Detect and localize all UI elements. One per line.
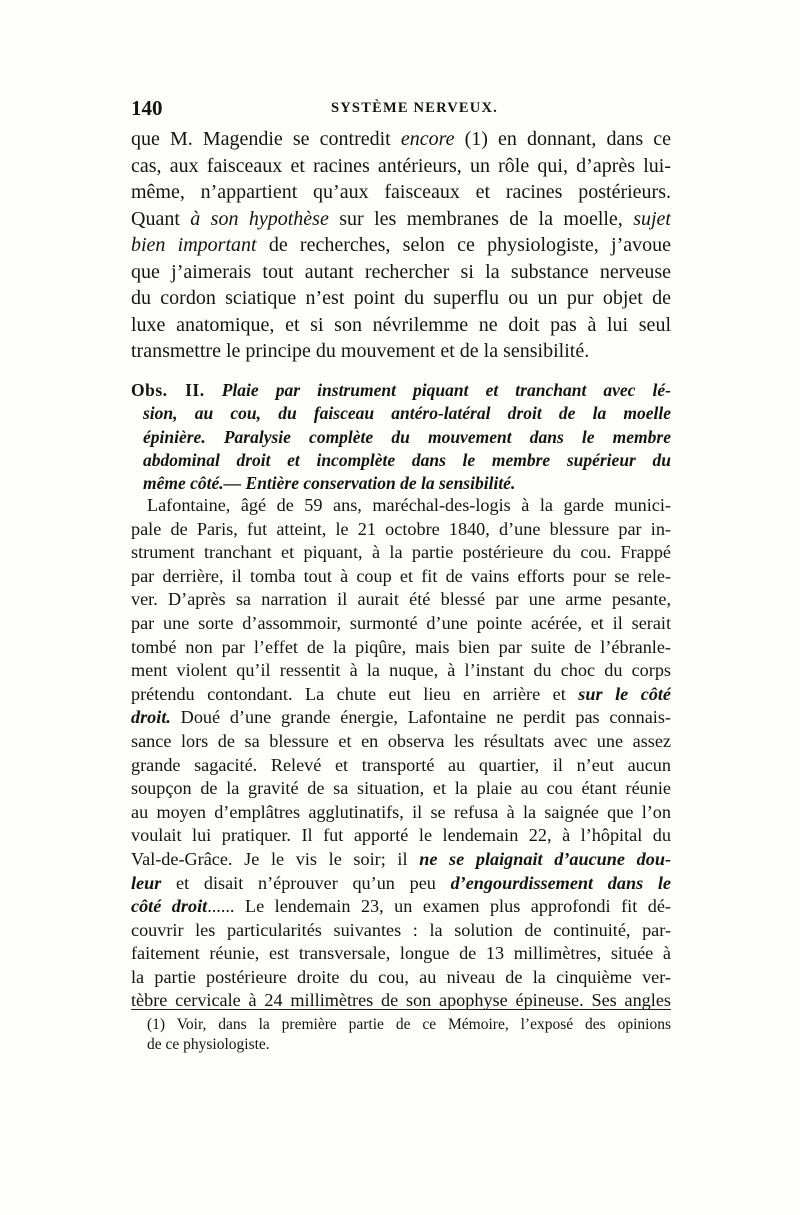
observation-title-line: même côté.— Entière conservation de la sensibilité. xyxy=(143,473,516,494)
footnote-divider xyxy=(131,1009,671,1010)
text-line: ment violent qu’il ressentit à la nuque, à l’instant du choc du corps xyxy=(131,660,671,681)
footnote xyxy=(147,1015,671,1055)
text-line: sance lors de sa blessure et en observa les résultats avec une assez xyxy=(131,730,671,751)
text-line: Val-de-Grâce. Je le vis le soir; il ne se plaignait d’aucune dou- xyxy=(131,848,671,869)
text-line: que M. Magendie se contredit encore (1) en donnant, dans ce xyxy=(131,128,671,150)
text-line: voulait lui pratiquer. Il fut apporté le lendemain 22, à l’hôpital du xyxy=(131,825,671,846)
text-line: Quant à son hypothèse sur les membranes de la moelle, sujet xyxy=(131,207,671,230)
footnote-line: de ce physiologiste. xyxy=(147,1036,270,1053)
observation-heading xyxy=(131,379,671,495)
text-line: Lafontaine, âgé de 59 ans, maréchal-des-logis à la garde munici- xyxy=(147,495,671,515)
observation-title-line: abdominal droit et incomplète dans le membre supérieur du xyxy=(143,449,671,470)
text-line: grande sagacité. Relevé et transporté au quartier, il n’eut aucun xyxy=(131,754,671,775)
page-header xyxy=(131,96,671,120)
text-line: tombé non par l’effet de la piqûre, mais bien par suite de l’ébranle- xyxy=(131,636,671,657)
text-line: leur et disait n’éprouver qu’un peu d’engourdissement dans le xyxy=(131,872,671,893)
footnote-line: (1) Voir, dans la première partie de ce Mémoire, l’exposé des opinions xyxy=(147,1016,671,1033)
text-line: strument tranchant et piquant, à la partie postérieure du cou. Frappé xyxy=(131,542,671,563)
observation-title-line: Obs. II. Plaie par instrument piquant et tranchant avec lé- xyxy=(131,380,671,400)
text-line: que j’aimerais tout autant rechercher si la substance nerveuse xyxy=(131,260,671,283)
text-line: tèbre cervicale à 24 millimètres de son apophyse épineuse. Ses angles xyxy=(131,990,671,1011)
observation-title-line: sion, au cou, du faisceau antéro-latéral droit de la moelle xyxy=(143,403,671,424)
text-line: bien important de recherches, selon ce physiologiste, j’avoue xyxy=(131,234,671,256)
case-description xyxy=(131,494,671,1013)
text-line: soupçon de la gravité de sa situation, et la plaie au cou étant réunie xyxy=(131,778,671,799)
text-line: même, n’appartient qu’aux faisceaux et racines postérieurs. xyxy=(131,181,671,203)
observation-title-line: épinière. Paralysie complète du mouvement dans le membre xyxy=(143,426,671,447)
observation-label: Obs. II. xyxy=(131,380,205,400)
text-line: au moyen d’emplâtres agglutinatifs, il se refusa à la saignée que l’on xyxy=(131,801,671,822)
text-line: cas, aux faisceaux et racines antérieurs, un rôle qui, d’après lui- xyxy=(131,154,671,177)
text-line: transmettre le principe du mouvement et de la sensibilité. xyxy=(131,340,590,362)
text-line: faitement réunie, est transversale, longue de 13 millimètres, située à xyxy=(131,943,671,964)
text-line: la partie postérieure droite du cou, au niveau de la cinquième ver- xyxy=(131,966,671,987)
text-line: prétendu contondant. La chute eut lieu en arrière et sur le côté xyxy=(131,683,671,704)
paragraph-magendie xyxy=(131,126,671,365)
text-line: droit. Doué d’une grande énergie, Lafontaine ne perdit pas connais- xyxy=(131,707,671,728)
text-line: par une sorte d’assommoir, surmonté d’une pointe acérée, et il serait xyxy=(131,612,671,633)
text-line: par derrière, il tomba tout à coup et fit de vains efforts pour se rele- xyxy=(131,565,671,586)
text-line: pale de Paris, fut atteint, le 21 octobre 1840, d’une blessure par in- xyxy=(131,518,671,539)
text-line: couvrir les particularités suivantes : la solution de continuité, par- xyxy=(131,919,671,940)
text-line: côté droit...... Le lendemain 23, un examen plus approfondi fit dé- xyxy=(131,896,671,917)
text-line: luxe anatomique, et si son névrilemme ne doit pas à lui seul xyxy=(131,313,671,336)
text-line: ver. D’après sa narration il aurait été blessé par une arme pesante, xyxy=(131,589,671,610)
running-title: SYSTÈME NERVEUX. xyxy=(331,100,498,116)
text-line: du cordon sciatique n’est point du superflu ou un pur objet de xyxy=(131,287,671,309)
page-number: 140 xyxy=(131,96,163,120)
